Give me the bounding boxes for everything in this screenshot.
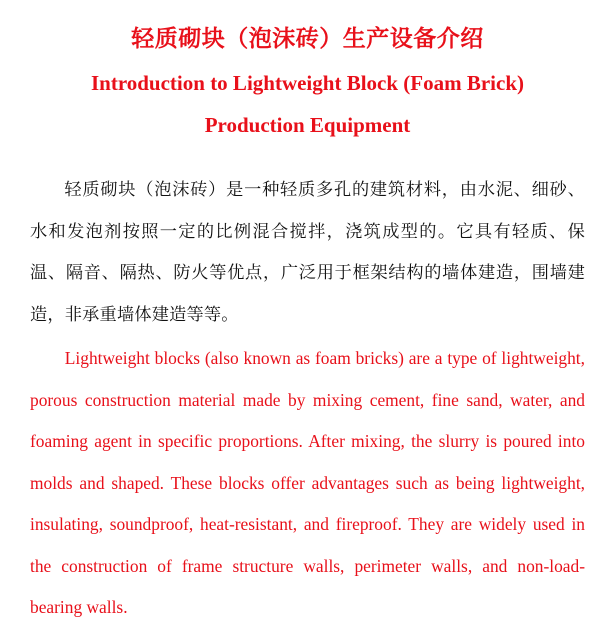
title-english-line-1: Introduction to Lightweight Block (Foam Brick) (90, 71, 525, 95)
paragraph-english: Lightweight blocks (also known as foam bricks) are a type of lightweight, porous construction material made by mixing cement, fine sand, water, and foaming agent in specific proportions. After mixing, the slurry is poured into molds and shaped. These blocks offer advantages such as being lightweight, insulating, soundproof, heat-resistant, and fireproof. They are widely used in the construction of frame structure walls, perimeter walls, and non-load-bearing walls. (30, 348, 585, 617)
title-chinese: 轻质砌块（泡沫砖）生产设备介绍 (131, 26, 484, 52)
paragraph-chinese: 轻质砌块（泡沫砖）是一种轻质多孔的建筑材料，由水泥、细砂、水和发泡剂按照一定的比例混合搅拌，浇筑成型的。它具有轻质、保温、隔音、隔热、防火等优点，广泛用于框架结构的墙体建造，围墙建造，非承重墙体建造等等。 (30, 180, 585, 325)
title-spacer (30, 146, 585, 170)
title-english-line-2: Production Equipment (204, 113, 411, 137)
